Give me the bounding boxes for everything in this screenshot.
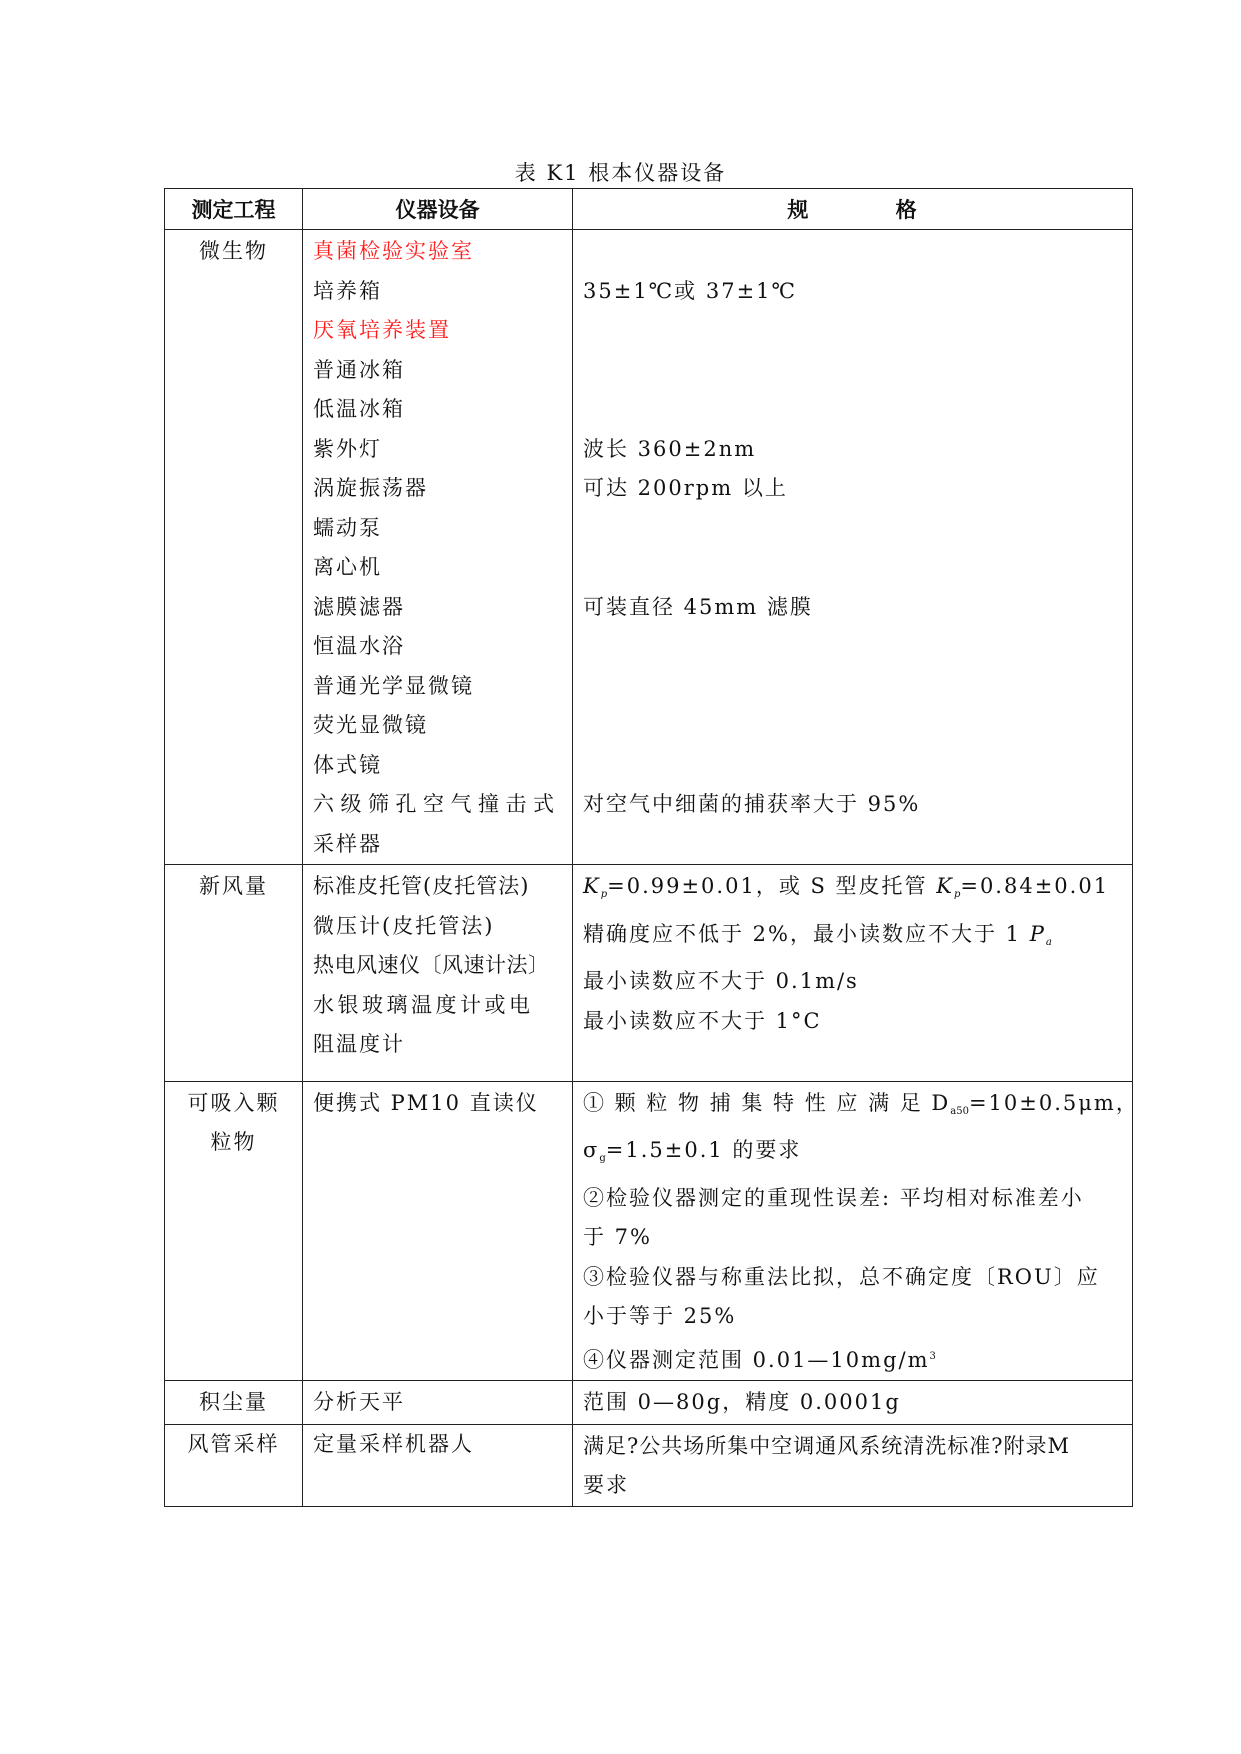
instrument-item: 紫外灯 [313, 436, 382, 461]
spec-item [583, 746, 1122, 786]
instrument-item: 水银玻璃温度计或电 [313, 992, 534, 1017]
spec-item: 可装直径 45mm 滤膜 [583, 594, 813, 619]
spec-item-sigma: $\sigma_g=1.5\pm 0.1$ 的要求 [583, 1138, 802, 1164]
spec-item-range: ④仪器测定范围 $0.01—10mg/m^3$ [583, 1347, 938, 1372]
instrument-item: 采样器 [313, 831, 382, 856]
spec-item: 对空气中细菌的捕获率大于 95% [583, 792, 921, 816]
equipment-table [164, 188, 1139, 1507]
instrument-item: 体式镜 [313, 752, 382, 777]
instrument-item: 微压计(皮托管法) [313, 913, 495, 938]
instrument-list-airflow [303, 865, 573, 1082]
table-caption: 表 K1 根本仪器设备 [514, 161, 727, 185]
spec-item-micromanometer: 精确度应不低于 2%，最小读数应不大于 1 $P_a$ [583, 921, 1052, 948]
category-line: 粒物 [210, 1130, 257, 1154]
table-row-duct [165, 1424, 1133, 1506]
spec-item: ②检验仪器测定的重现性误差: 平均相对标准差小 [583, 1185, 1084, 1210]
spec-item [583, 825, 1122, 865]
instrument-item: 培养箱 [313, 278, 382, 303]
header-row [165, 189, 1133, 230]
instrument-pm10 [303, 1081, 573, 1381]
spec-item: ③检验仪器与称重法比拟，总不确定度〔ROU〕应 [583, 1264, 1100, 1289]
instrument-item: 标准皮托管(皮托管法) [313, 874, 530, 898]
spec-item [583, 232, 1122, 272]
instrument-item: 厌氧培养装置 [313, 318, 451, 342]
spec-item [583, 706, 1122, 746]
spec-list-microbe [573, 230, 1133, 865]
instrument-item: 低温冰箱 [313, 397, 405, 421]
instrument-item: 热电风速仪〔风速计法〕 [313, 953, 550, 977]
spec-item: 于 7% [583, 1225, 652, 1249]
instrument-item: 蠕动泵 [313, 515, 382, 540]
table-row-airflow [165, 865, 1133, 1082]
category-microbe: 微生物 [165, 230, 303, 865]
spec-item: 35±1℃或 37±1℃ [583, 278, 798, 303]
instrument-item: 便携式 PM10 直读仪 [313, 1090, 539, 1115]
spec-list-pm10 [573, 1081, 1139, 1381]
category-line: 可吸入颗 [187, 1090, 280, 1115]
spec-item-capture: ① 颗 粒 物 捕 集 特 性 应 满 足 $D_{a50}=10\pm 0.5\mu m$， [583, 1090, 1139, 1117]
spec-item [583, 627, 1122, 667]
spec-item: 要求 [583, 1473, 629, 1497]
instrument-item: 滤膜滤器 [313, 594, 405, 619]
spec-dust: 范围 0—80g，精度 0.0001g [573, 1381, 1133, 1425]
instrument-item: 普通光学显微镜 [313, 673, 474, 698]
header-spec: 规 格 [573, 189, 1133, 230]
spec-list-airflow [573, 865, 1133, 1082]
instrument-item: 离心机 [313, 555, 382, 579]
category-dust: 积尘量 [165, 1381, 303, 1425]
spec-item: 最小读数应不大于 0.1m/s [583, 969, 859, 993]
spec-item [583, 509, 1122, 549]
table-row-pm10 [165, 1081, 1133, 1381]
header-instrument: 仪器设备 [303, 189, 573, 230]
spec-list-duct [573, 1424, 1133, 1506]
spec-item: 波长 360±2nm [583, 436, 757, 461]
spec-item [583, 1041, 1122, 1081]
spec-item [583, 311, 1122, 351]
spec-item: 最小读数应不大于 1°C [583, 1008, 822, 1033]
spec-item [583, 390, 1122, 430]
category-airflow: 新风量 [165, 865, 303, 1082]
spec-item [583, 667, 1122, 707]
category-duct: 风管采样 [165, 1424, 303, 1506]
instrument-list-microbe [303, 230, 573, 865]
spec-item: 可达 200rpm 以上 [583, 476, 788, 500]
spec-item [583, 548, 1122, 588]
instrument-dust: 分析天平 [303, 1381, 573, 1425]
spec-item: 小于等于 25% [583, 1304, 737, 1328]
instrument-item: 荧光显微镜 [313, 713, 428, 737]
instrument-item: 六级筛孔空气撞击式 [313, 792, 561, 816]
table-row-microbe [165, 230, 1133, 865]
header-project: 测定工程 [165, 189, 303, 230]
instrument-item: 阻温度计 [313, 1032, 405, 1056]
instrument-item: 涡旋振荡器 [313, 476, 428, 500]
category-pm10 [165, 1081, 303, 1381]
instrument-item: 普通冰箱 [313, 357, 405, 382]
instrument-duct: 定量采样机器人 [303, 1424, 573, 1506]
instrument-item: 恒温水浴 [313, 634, 405, 658]
instrument-item: 真菌检验实验室 [313, 239, 474, 263]
table-row-dust [165, 1381, 1133, 1425]
spec-item [583, 351, 1122, 391]
spec-item-pitot: $K_p=0.99\pm 0.01$，或 S 型皮托管 $K_p=0.84\pm 0.01$ [583, 874, 1110, 900]
spec-item: 满足?公共场所集中空调通风系统清洗标准?附录M [583, 1433, 1071, 1458]
